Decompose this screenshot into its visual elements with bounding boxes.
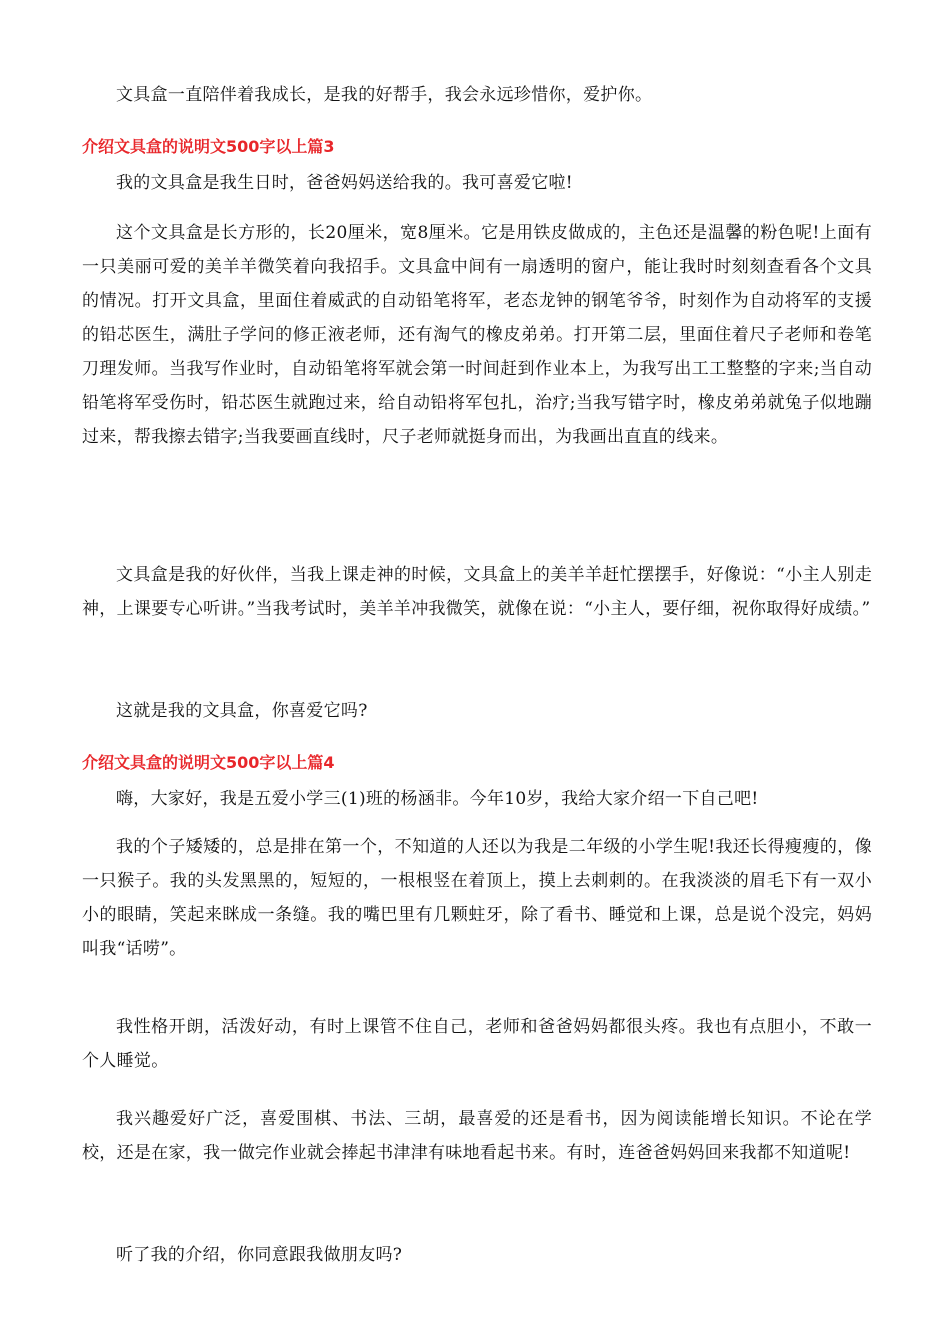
section-4-heading: 介绍文具盒的说明文500字以上篇4 bbox=[82, 753, 335, 772]
section-3-paragraph-3: 文具盒是我的好伙伴，当我上课走神的时候，文具盒上的美羊羊赶忙摆摆手，好像说：“小主人别走神，上课要专心听讲。”当我考试时，美羊羊冲我微笑，就像在说：“小主人，要仔细，祝你取得好成绩。” bbox=[82, 565, 872, 619]
section-3-paragraph-1: 我的文具盒是我生日时，爸爸妈妈送给我的。我可喜爱它啦! bbox=[116, 173, 573, 193]
section-3-heading: 介绍文具盒的说明文500字以上篇3 bbox=[82, 137, 335, 156]
paragraph-intro-end: 文具盒一直陪伴着我成长，是我的好帮手，我会永远珍惜你，爱护你。 bbox=[116, 85, 653, 105]
section-4-paragraph-4: 我兴趣爱好广泛，喜爱围棋、书法、三胡，最喜爱的还是看书，因为阅读能增长知识。不论在学校，还是在家，我一做完作业就会捧起书津津有味地看起书来。有时，连爸爸妈妈回来我都不知道呢! bbox=[82, 1109, 872, 1163]
section-3-paragraph-2: 这个文具盒是长方形的，长20厘米，宽8厘米。它是用铁皮做成的，主色还是温馨的粉色呢!上面有一只美丽可爱的美羊羊微笑着向我招手。文具盒中间有一扇透明的窗户，能让我时时刻刻查看各个文具的情况。打开文具盒，里面住着威武的自动铅笔将军，老态龙钟的钢笔爷爷，时刻作为自动将军的支援的铅芯医生，满肚子学问的修正液老师，还有淘气的橡皮弟弟。打开第二层，里面住着尺子老师和卷笔刀理发师。当我写作业时，自动铅笔将军就会第一时间赶到作业本上，为我写出工工整整的字来;当自动铅笔将军受伤时，铅芯医生就跑过来，给自动铅将军包扎，治疗;当我写错字时，橡皮弟弟就兔子似地蹦过来，帮我擦去错字;当我要画直线时，尺子老师就挺身而出，为我画出直直的线来。 bbox=[82, 223, 872, 447]
section-3-paragraph-4: 这就是我的文具盒，你喜爱它吗? bbox=[116, 701, 368, 721]
section-4-paragraph-2: 我的个子矮矮的，总是排在第一个，不知道的人还以为我是二年级的小学生呢!我还长得瘦瘦的，像一只猴子。我的头发黑黑的，短短的，一根根竖在着顶上，摸上去刺刺的。在我淡淡的眉毛下有一双小小的眼睛，笑起来眯成一条缝。我的嘴巴里有几颗蛀牙，除了看书、睡觉和上课，总是说个没完，妈妈叫我“话唠”。 bbox=[82, 837, 872, 959]
section-4-paragraph-3: 我性格开朗，活泼好动，有时上课管不住自己，老师和爸爸妈妈都很头疼。我也有点胆小，不敢一个人睡觉。 bbox=[82, 1017, 872, 1071]
section-4-paragraph-1: 嗨，大家好，我是五爱小学三(1)班的杨涵非。今年10岁，我给大家介绍一下自己吧! bbox=[116, 789, 759, 809]
section-4-paragraph-5: 听了我的介绍，你同意跟我做朋友吗? bbox=[116, 1245, 403, 1265]
